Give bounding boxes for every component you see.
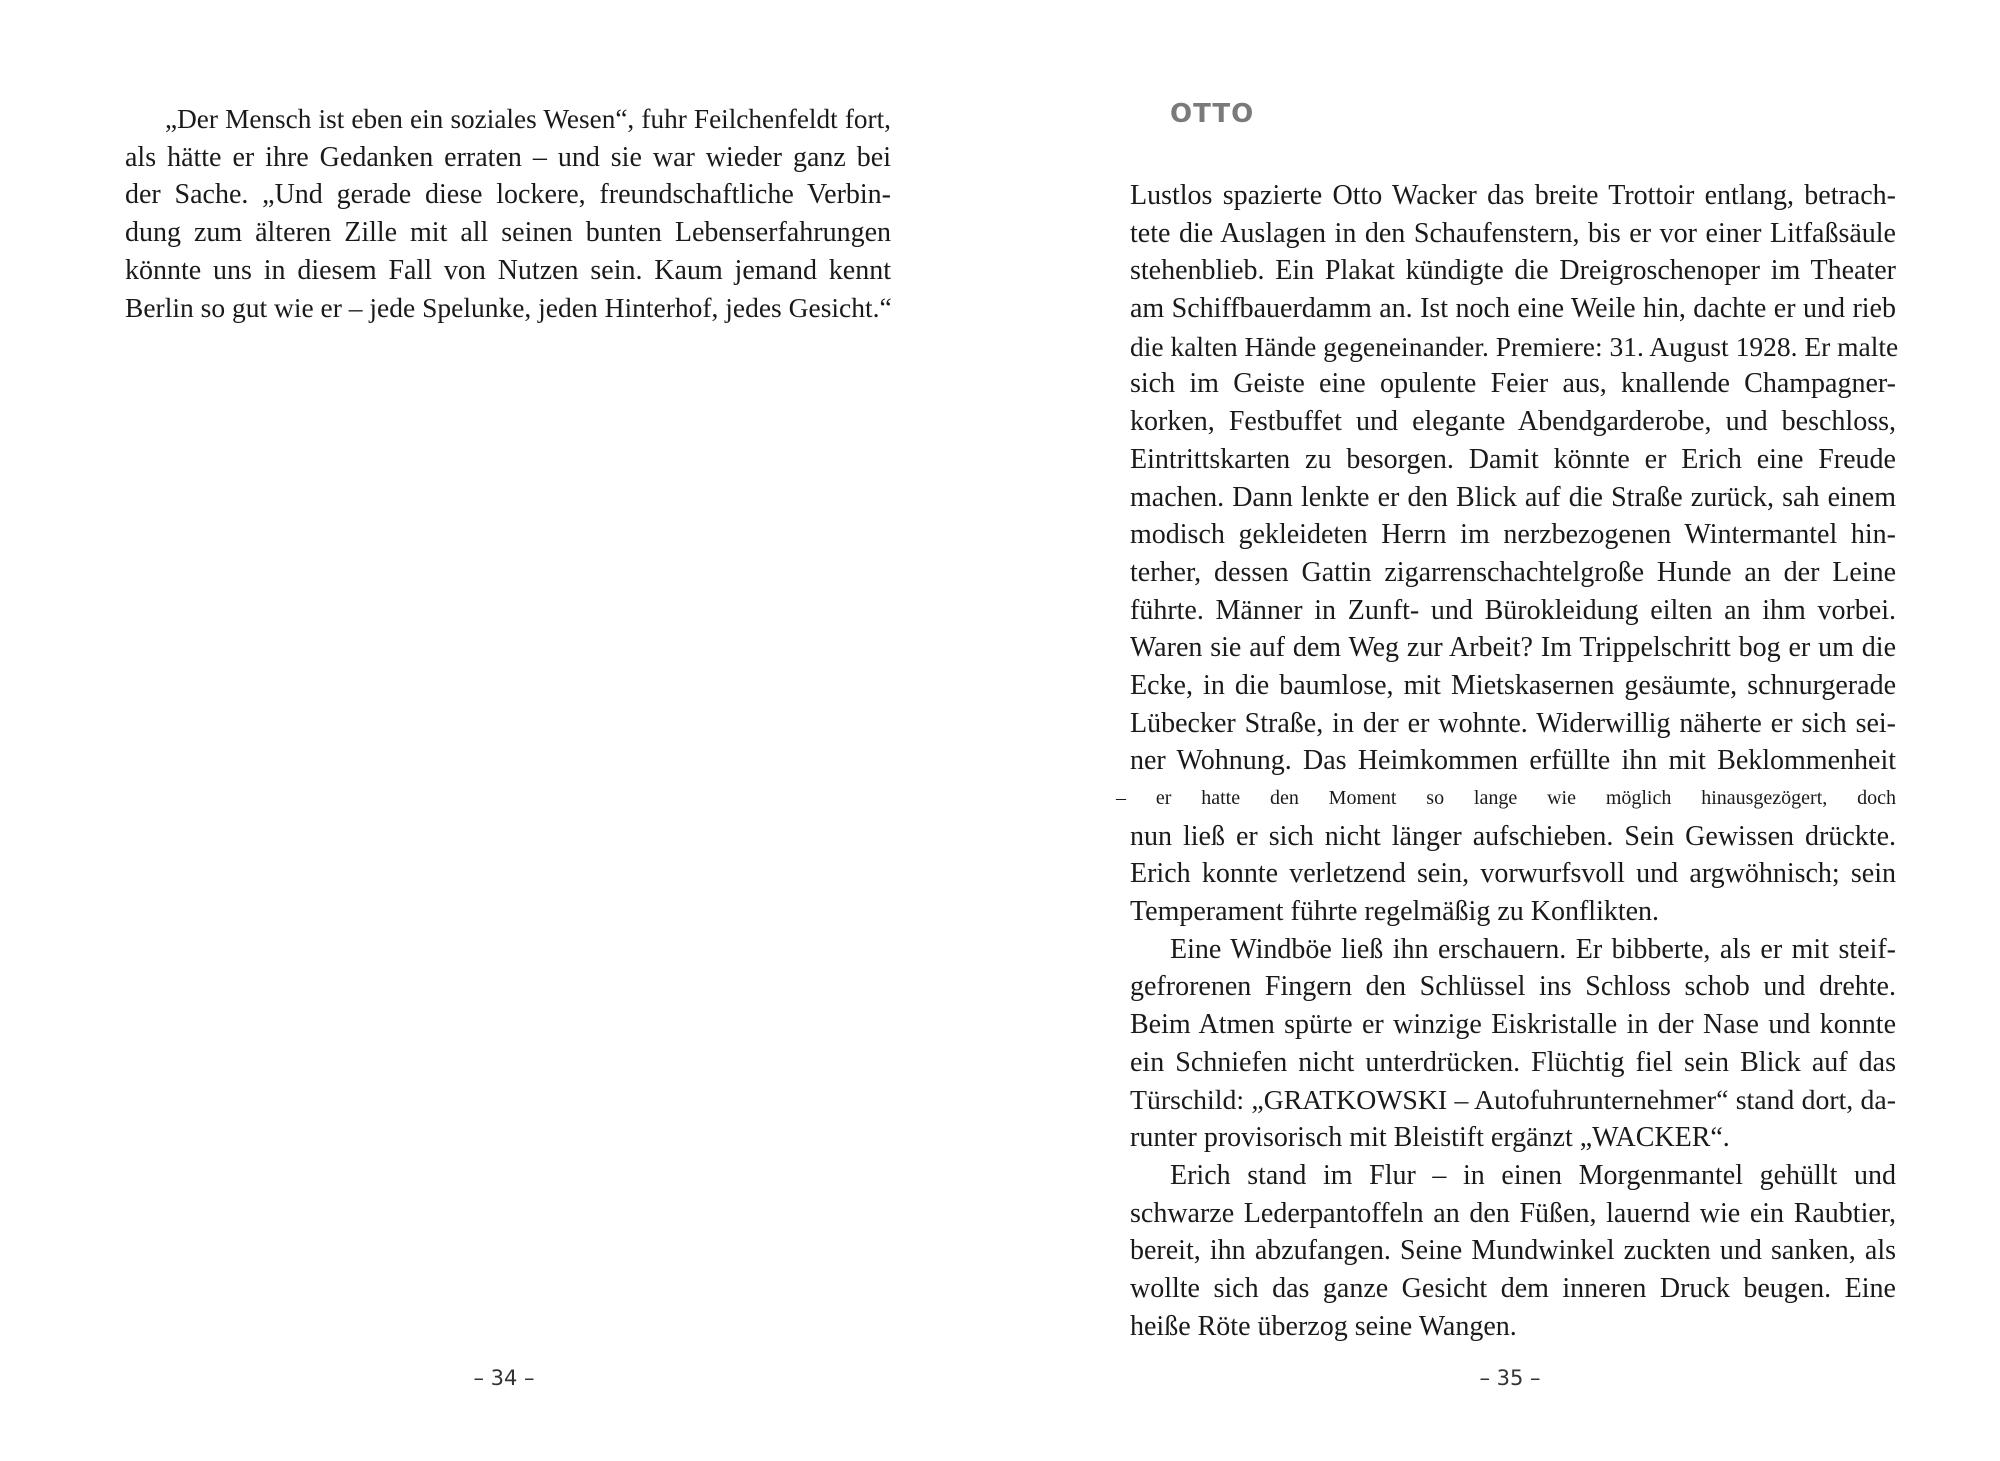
text-line: Temperament führte regelmäßig zu Konflikten. <box>1130 896 1660 928</box>
text-line: korken, Festbuffet und elegante Abendgarderobe, und beschloss, <box>1130 406 1896 438</box>
text-line: schwarze Lederpantoffeln an den Füßen, lauernd wie ein Raubtier, <box>1130 1197 1896 1229</box>
text-line: könnte uns in diesem Fall von Nutzen sein. Kaum jemand kennt <box>125 254 891 286</box>
text-line: „Der Mensch ist eben ein soziales Wesen“, fuhr Feilchenfeldt fort, <box>165 104 891 134</box>
text-line: Eintrittskarten zu besorgen. Damit könnte er Erich eine Freude <box>1130 443 1896 475</box>
text-line: Eine Windböe ließ ihn erschauern. Er bibberte, als er mit steif- <box>1170 933 1896 965</box>
text-line: Beim Atmen spürte er winzige Eiskristalle in der Nase und konnte <box>1130 1009 1896 1041</box>
text-line: gefrorenen Fingern den Schlüssel ins Schloss schob und drehte. <box>1130 971 1896 1003</box>
text-line: ein Schniefen nicht unterdrücken. Flüchtig fiel sein Blick auf das <box>1130 1046 1896 1078</box>
text-line: machen. Dann lenkte er den Blick auf die Straße zurück, sah einem <box>1130 481 1896 513</box>
text-line: Türschild: „GRATKOWSKI – Autofuhrunternehmer“ stand dort, da- <box>1130 1084 1896 1116</box>
text-line: nun ließ er sich nicht länger aufschieben. Sein Gewissen drückte. <box>1130 820 1896 852</box>
text-line: als hätte er ihre Gedanken erraten – und sie war wieder ganz bei <box>125 141 891 173</box>
text-line: führte. Männer in Zunft- und Bürokleidung eilten an ihm vorbei. <box>1130 594 1896 626</box>
text-line: Erich stand im Flur – in einen Morgenmantel gehüllt und <box>1170 1159 1896 1191</box>
text-line: Waren sie auf dem Weg zur Arbeit? Im Trippelschritt bog er um die <box>1130 632 1896 664</box>
text-line: Lustlos spazierte Otto Wacker das breite Trottoir entlang, betrach- <box>1130 180 1896 211</box>
text-line: der Sache. „Und gerade diese lockere, freundschaftliche Verbin- <box>125 179 891 211</box>
text-line: runter provisorisch mit Bleistift ergänzt „WACKER“. <box>1130 1122 1730 1154</box>
text-line: die kalten Hände gegeneinander. Premiere: 31. August 1928. Er malte <box>1130 330 1899 362</box>
text-line: sich im Geiste eine opulente Feier aus, knallende Champagner- <box>1130 368 1896 400</box>
text-line: heiße Röte überzog seine Wangen. <box>1130 1310 1517 1342</box>
text-line: Ecke, in die baumlose, mit Mietskasernen gesäumte, schnurgerade <box>1130 669 1896 701</box>
text-line: Berlin so gut wie er – jede Spelunke, jeden Hinterhof, jedes Gesicht.“ <box>125 292 892 324</box>
left-page-body-text <box>125 101 891 327</box>
text-line: Erich konnte verletzend sein, vorwurfsvoll und argwöhnisch; sein <box>1130 858 1896 890</box>
text-line: modisch gekleideten Herrn im nerzbezogenen Wintermantel hin- <box>1130 519 1896 551</box>
text-line: bereit, ihn abzufangen. Seine Mundwinkel zuckten und sanken, als <box>1130 1235 1896 1267</box>
text-line: – er hatte den Moment so lange wie möglich hinausgezögert, doch <box>1116 787 1896 809</box>
text-line: dung zum älteren Zille mit all seinen bunten Lebenserfahrungen <box>125 217 891 249</box>
right-page <box>1000 0 2000 1461</box>
chapter-title: OTTO <box>1170 99 1255 129</box>
text-line: ner Wohnung. Das Heimkommen erfüllte ihn mit Beklommenheit <box>1130 745 1896 777</box>
page-number-left: – 34 – <box>473 1366 535 1390</box>
text-line: stehenblieb. Ein Plakat kündigte die Dreigroschenoper im Theater <box>1130 255 1896 287</box>
text-line: tete die Auslagen in den Schaufenstern, bis er vor einer Litfaßsäule <box>1130 217 1896 249</box>
text-line: terher, dessen Gattin zigarrenschachtelgroße Hunde an der Leine <box>1130 556 1896 588</box>
page-number-right: – 35 – <box>1479 1366 1541 1390</box>
text-line: wollte sich das ganze Gesicht dem inneren Druck beugen. Eine <box>1130 1272 1896 1304</box>
text-line: Lübecker Straße, in der er wohnte. Widerwillig näherte er sich sei- <box>1130 707 1896 739</box>
right-page-body-text <box>1116 177 1899 1345</box>
text-line: am Schiffbauerdamm an. Ist noch eine Weile hin, dachte er und rieb <box>1130 293 1896 325</box>
